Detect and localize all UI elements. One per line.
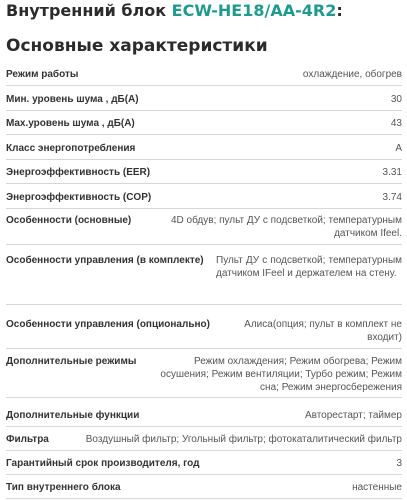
spec-value: 4D обдув; пульт ДУ с подсветкой; температурным датчиком Ifeel. (170, 215, 402, 239)
spec-value: Авторестарт; таймер (304, 410, 402, 421)
spec-label: Тип внутреннего блока (6, 482, 121, 493)
spec-row-control-optional (6, 318, 402, 349)
spec-value: 3.74 (382, 192, 402, 203)
spec-row-features (6, 214, 402, 245)
page-heading (6, 0, 343, 22)
spec-row-extra-functions (6, 409, 402, 427)
spec-row-extra-modes (6, 355, 402, 398)
spec-label: Особенности (основные) (6, 215, 132, 226)
spec-row-energy-class (6, 142, 402, 160)
spec-label: Дополнительные режимы (6, 356, 137, 367)
spec-label: Режим работы (6, 69, 79, 80)
spec-value: охлаждение, обогрев (302, 69, 402, 80)
spec-row-warranty (6, 457, 402, 475)
spec-value: Воздушный фильтр; Угольный фильтр; фотокаталитический фильтр (85, 434, 402, 445)
spec-label: Особенности управления (опционально) (6, 319, 210, 330)
spec-label: Гарантийный срок производителя, год (6, 458, 200, 469)
spec-row-eer (6, 166, 402, 184)
spec-value: 3 (396, 458, 402, 469)
spec-row-mode (6, 68, 402, 86)
spec-label: Фильтра (6, 434, 49, 445)
section-title: Основные характеристики (6, 36, 268, 56)
spec-label: Max.уровень шума , дБ(А) (6, 118, 135, 129)
spec-value: Алиса(опция; пульт в комплект не входит) (244, 319, 402, 343)
spec-label: Класс энергопотребления (6, 143, 136, 154)
spec-value: Пульт ДУ с подсветкой; температурным датчиком IFeel и держателем на стену. (216, 255, 402, 279)
heading-suffix: : (336, 1, 343, 20)
spec-value: 3.31 (382, 167, 402, 178)
spec-label: Энергоэффективность (COP) (6, 192, 152, 203)
spec-value: 30 (390, 94, 402, 105)
spec-label: Особенности управления (в комплекте) (6, 255, 204, 266)
spec-value: Режим охлаждения; Режим обогрева; Режим осушения; Режим вентиляции; Турбо режим; Режим сна; Режим энергосбережения (160, 356, 402, 393)
model-name: ECW-HE18/AA-4R2 (171, 1, 337, 20)
spec-row-filters (6, 433, 402, 451)
spec-label: Дополнительные функции (6, 410, 140, 421)
heading-prefix: Внутренний блок (6, 1, 172, 20)
spec-value: 43 (390, 118, 402, 129)
spec-label: Мин. уровень шума , дБ(А) (6, 94, 139, 105)
spec-row-control-included (6, 254, 402, 305)
spec-row-max-noise (6, 117, 402, 135)
spec-row-cop (6, 191, 402, 209)
spec-label: Энергоэффективность (EER) (6, 167, 151, 178)
spec-row-unit-type (6, 481, 402, 499)
spec-value: настенные (352, 482, 402, 493)
spec-value: A (395, 143, 402, 154)
spec-row-min-noise (6, 93, 402, 111)
